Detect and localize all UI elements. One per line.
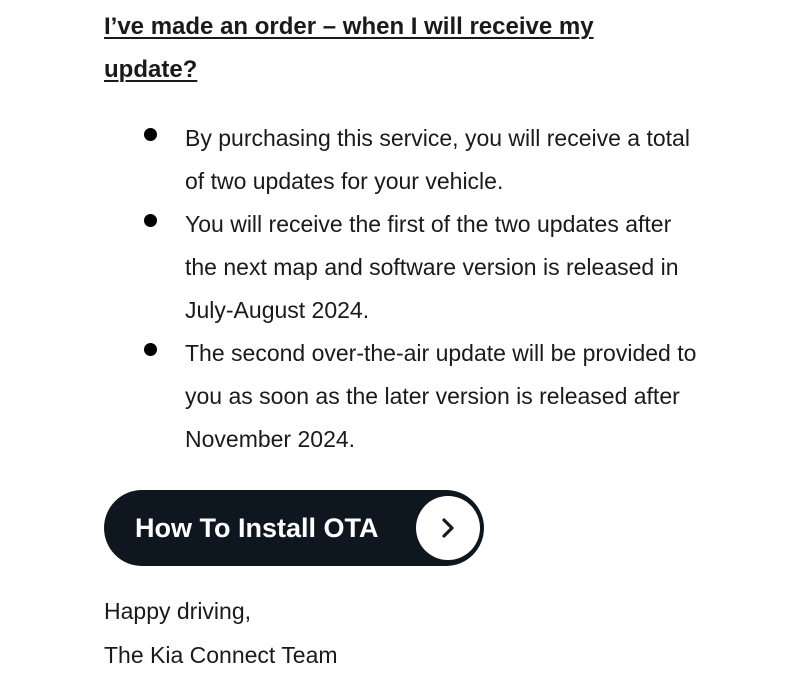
faq-heading: I’ve made an order – when I will receive my update? — [104, 13, 594, 83]
faq-bullet-text: The second over-the-air update will be provided to you as soon as the later version is released after November 2024. — [185, 340, 697, 452]
faq-bullet-item — [144, 332, 704, 461]
faq-bullet-item — [144, 117, 704, 203]
faq-bullet-text: By purchasing this service, you will receive a total of two updates for your vehicle. — [185, 125, 690, 194]
cta-label: How To Install OTA — [135, 513, 379, 543]
faq-bullet-list — [144, 117, 704, 461]
email-body — [104, 0, 724, 668]
bullet-dot-icon — [144, 343, 157, 356]
faq-bullet-item — [144, 203, 704, 332]
faq-bullet-text: You will receive the first of the two updates after the next map and software version is released in July-August 2024. — [185, 211, 679, 323]
how-to-install-ota-button[interactable] — [104, 490, 484, 566]
email-signoff — [104, 589, 338, 677]
chevron-right-icon — [416, 496, 480, 560]
bullet-dot-icon — [144, 214, 157, 227]
signoff-team-name: The Kia Connect Team — [104, 642, 338, 668]
signoff-greeting: Happy driving, — [104, 598, 252, 624]
bullet-dot-icon — [144, 128, 157, 141]
